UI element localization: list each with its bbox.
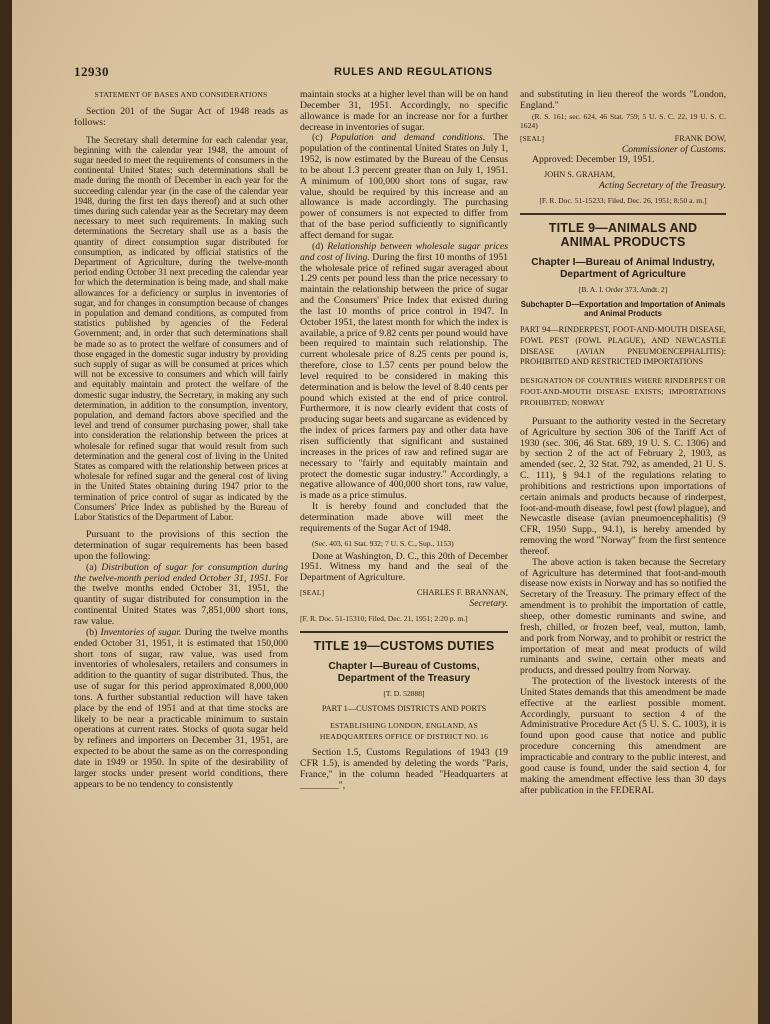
signer-name: CHARLES F. BRANNAN, [416, 588, 508, 598]
paragraph: Pursuant to the provisions of this section the determination of sugar requirements has been based upon the following: [74, 529, 288, 562]
signer-title: Commissioner of Customs. [621, 143, 726, 155]
signer-title: Acting Secretary of the Treasury. [598, 180, 726, 192]
divider [300, 631, 508, 633]
paragraph-text: The population of the continental United States on July 1, 1952, is now estimated by the Bureau of the Census to be about 1.3 percent greater than on July 1, 1951. A minimum of 100,000 short tons of sugar, raw value, should be required by this increase and an allowance is made accordingly. The purchasing power of consumers is not expected to differ from that of the base period sufficiently to significantly affect demand for sugar. [300, 132, 508, 241]
column-2 [300, 90, 508, 792]
paragraph-text: During the twelve months ended October 31, 1951, it is estimated that 150,000 short tons of sugar, raw value, was used from inventories of wholesalers, retailers and consumers in addition to the quantity of sugar distributed. Thus, the use of sugar for this period approximated 8,000,000 tons. A further substantial reduction will have taken place by the end of 1951 and at that time stocks are likely to be near a practicable minimum to sustain operations at current rates. Stocks of quota sugar held by refiners and importers on December 31, 1951, are expected to be about the same as on the corresponding date in 1949 or 1950. In spite of the desirability of larger stocks under present world conditions, there appears to be no tendency to consistently [74, 626, 288, 790]
paragraph-title: Distribution of sugar for consumption during the twelve-month period ended October 31, 1951. [74, 561, 288, 584]
paragraph-title: Population and demand conditions. [330, 132, 486, 144]
title-9-heading-line1: TITLE 9—ANIMALS AND [548, 220, 698, 235]
order-number: [B. A. I. Order 373, Amdt. 2] [578, 284, 668, 294]
paragraph-text: During the first 10 months of 1951 the wholesale price of refined sugar averaged about 1.29 cents per pound less than the price necessary to maintain the relationship between the price of sugar and the Consumers' Price Index that existed during the last 10 months of price control in 1947. In October 1951, the latest month for which the index is available, a price of 9.82 cents per pound would have been required to maintain such relationship. The current wholesale price of 8.25 cents per pound is, therefore, close to 1.57 cents per pound below the level required to be considered in making this determination and is below the level of 8.40 cents per pound which existed at the end of price control. Furthermore, it is now clearly evident that costs of producing sugar beets and sugarcane as evidenced by the index of prices farmers pay and other data have risen sufficiently that significant and sustained increases in the prices of raw and refined sugar are necessary to "fairly and equitably maintain and protect the domestic sugar industry." Accordingly, a negative allowance of 400,000 short tons, raw value, is made as a price stimulus. [300, 251, 509, 502]
citation: (Sec. 403, 61 Stat. 932; 7 U. S. C., Sup., 1153) [312, 538, 454, 548]
paragraph-text: For the twelve months ended October 31, 1951, the quantity of sugar distributed for consumption in the continental United States was 7,851,000 short tons, raw value. [74, 572, 288, 627]
signer-title: Secretary. [469, 597, 508, 609]
divider [520, 213, 726, 215]
label: (b) [86, 626, 98, 638]
signer-name: FRANK DOW, [674, 133, 726, 143]
page-number: 12930 [74, 64, 109, 79]
block-quote: The Secretary shall determine for each calendar year, beginning with the calendar year 1948, the amount of sugar needed to meet the requirements of consumers in the continental United States; such determinations shall be made during the month of December in each year for the succeeding calendar year (in the case of the calendar year 1948, during the first ten days thereof) and at such other times during such calendar year as the Secretary may deem necessary to meet such requirements. In making such determinations the Secretary shall use as a basis the quantity of direct consumption sugar distributed for consumption, as indicated by official statistics of the Department of Agriculture, during the twelve-month period ending October 31 next preceding the calendar year for which the determination is being made, and shall make allowances for a deficiency or surplus in inventories of sugar, and for changes in consumption because of changes in population and demand conditions, as computed from statistics published by agencies of the Federal Government; and, in order that such determinations shall be made so as to protect the welfare of consumers and of those engaged in the domestic sugar industry by providing such supply of sugar as will be consumed at prices which will not be excessive to consumers and which will fairly and equitably maintain and protect the welfare of the domestic sugar industry, the Secretary, in making any such determination, in addition to the consumption, inventory, population, and demand factors above specified and the level and trend of consumer purchasing power, shall take into consideration the relationship between the prices at wholesale for refined sugar that would result from such determination and the general cost of living in the United States as compared with the relationship between prices at wholesale for refined sugar and the general cost of living in the United States obtaining during 1947 prior to the termination of price control of sugar as indicated by the Consumers' Price Index as published by the Bureau of Labor Statistics of the Department of Labor. [74, 134, 288, 523]
fr-doc: [F. R. Doc. 51-15233; Filed, Dec. 26, 1951; 8:50 a. m.] [539, 195, 707, 205]
signer-name: JOHN S. GRAHAM, [544, 170, 615, 180]
paragraph-c [300, 133, 508, 241]
column-1 [74, 90, 288, 791]
paragraph: The protection of the livestock interests of the United States demands that this amendment be made effective at the earliest possible moment. Accordingly, pursuant to section 4 of the Administrative Procedure Act (5 U. S. C. 1003), it is found upon good cause that notice and public procedure concerning this amendment are impracticable and contrary to the public interest, and good cause is found, under the said section 4, for making the amendment effective less than 30 days after publication in the FEDERAL [520, 676, 726, 796]
part-heading: PART 1—CUSTOMS DISTRICTS AND PORTS [321, 703, 487, 713]
paragraph: Done at Washington, D. C., this 20th of December 1951. Witness my hand and the seal of the Department of Agriculture. [300, 550, 508, 584]
part-heading: PART 94—RINDERPEST, FOOT-AND-MOUTH DISEASE, FOWL PEST (FOWL PLAGUE), AND NEWCASTLE DISEASE (AVIAN PNEUMOENCEPHALITIS): PROHIBITED AND RESTRICTED IMPORTATIONS [520, 324, 726, 367]
document-page [12, 0, 758, 1024]
chapter-heading: Chapter I—Bureau of Customs, Department of the Treasury [328, 660, 480, 684]
paragraph: maintain stocks at a higher level than will be on hand December 31, 1951. Accordingly, no specific allowance is made for an increase nor for a further decrease in inventories of sugar. [300, 89, 508, 133]
signature-block [520, 134, 726, 145]
running-head: RULES AND REGULATIONS [334, 66, 493, 78]
paragraph: It is hereby found and concluded that the determination made above will meet the requirements of the Sugar Act of 1948. [300, 501, 508, 534]
label: (d) [312, 240, 324, 252]
paragraph: The above action is taken because the Secretary of Agriculture has determined that foot-and-mouth disease now exists in Norway and has so notified the Secretary of the Treasury. The primary effect of the amendment is to prohibit the importation of cattle, sheep, other domestic ruminants and swine, and fresh, chilled, or frozen beef, veal, mutton, lamb, and pork from Norway, and to prohibit or restrict the importation of meat and meat products of wild ruminants and swine, certain other meats and products, and dressed poultry from Norway. [520, 556, 726, 677]
subchapter-heading: Subchapter D—Exportation and Importation of Animals and Animal Products [520, 299, 726, 319]
paragraph: Section 1.5, Customs Regulations of 1943 (19 CFR 1.5), is amended by deleting the words "Paris, France," in the column headed "Headquarters at ________", [300, 747, 508, 791]
section-heading: ESTABLISHING LONDON, ENGLAND, AS HEADQUARTERS OFFICE OF DISTRICT NO. 16 [319, 720, 489, 741]
chapter-heading: Chapter I—Bureau of Animal Industry, Department of Agriculture [531, 256, 715, 280]
paragraph-title: Relationship between wholesale sugar prices and cost of living. [300, 240, 509, 263]
label: (a) [86, 561, 97, 573]
seal: [SEAL] [300, 588, 325, 598]
td-number: [T. D. 52888] [383, 688, 425, 698]
column-3 [520, 90, 726, 796]
title-9-heading-line2: ANIMAL PRODUCTS [560, 234, 686, 249]
section-heading: STATEMENT OF BASES AND CONSIDERATIONS [94, 90, 268, 99]
label: (c) [312, 132, 323, 144]
seal: [SEAL] [520, 133, 545, 143]
title-19-heading: TITLE 19—CUSTOMS DUTIES [313, 638, 495, 653]
paragraph-a [74, 563, 288, 628]
paragraph-b [74, 628, 288, 791]
approval: Approved: December 19, 1951. [532, 154, 655, 166]
citation: (R. S. 161; sec. 624, 46 Stat. 759; 5 U. S. C. 22, 19 U. S. C. 1624) [520, 111, 726, 130]
paragraph: Section 201 of the Sugar Act of 1948 reads as follows: [74, 105, 288, 128]
paragraph-d [300, 242, 508, 502]
paragraph-title: Inventories of sugar. [100, 626, 182, 638]
section-heading: DESIGNATION OF COUNTRIES WHERE RINDERPEST OR FOOT-AND-MOUTH DISEASE EXISTS; IMPORTATIONS PROHIBITED; NORWAY [520, 376, 726, 407]
paragraph: and substituting in lieu thereof the words "London, England." [520, 89, 726, 111]
paragraph: Pursuant to the authority vested in the Secretary of Agriculture by section 306 of the Tariff Act of 1930 (sec. 306, 46 Stat. 689, 19 U. S. C. 1306) and by section 2 of the act of February 2, 1903, as amended (sec. 2, 32 Stat. 792, as amended, 21 U. S. C. 111), § 94.1 of the regulations relating to prohibitions and restrictions upon importations of certain animals and products because of rinderpest, foot-and-mouth disease, fowl pest (fowl plague), and Newcastle disease (avian pneumoencephalitis) (9 CFR, 1950 Supp., 94.1), is hereby amended by removing the word "Norway" from the first sentence thereof. [520, 415, 726, 557]
fr-doc: [F. R. Doc. 51-15310; Filed, Dec. 21, 1951; 2:20 p. m.] [300, 613, 468, 623]
